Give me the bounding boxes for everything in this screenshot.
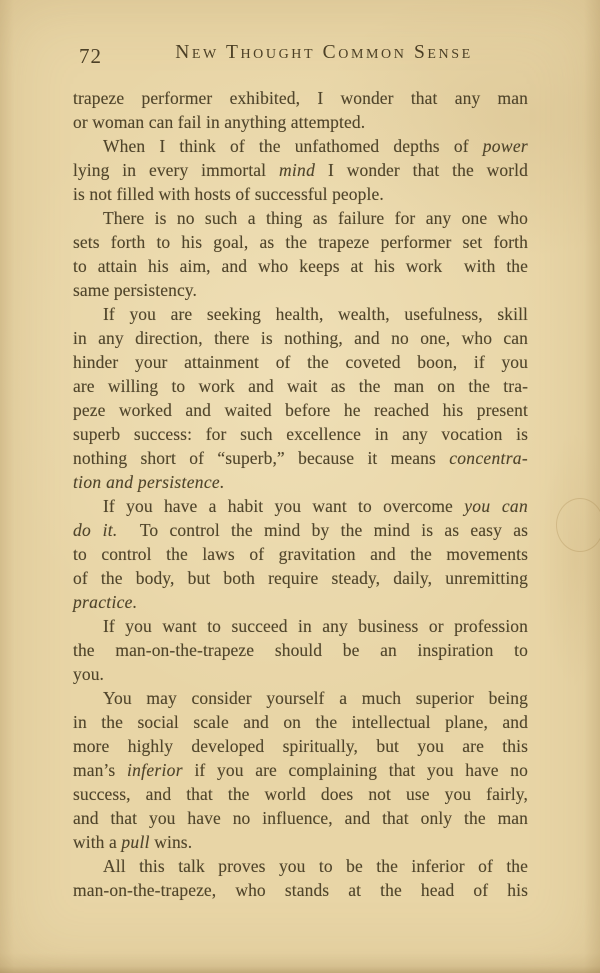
text-segment: When I think of the unfathomed depths of [103,136,483,156]
text-line [73,710,528,734]
text-segment: success, and that the world does not use you fairly, [73,784,528,804]
text-segment: I wonder that the world [315,160,528,180]
italic-text-segment: mind [278,160,316,180]
text-segment: man’s [73,760,127,780]
page-body [73,86,528,902]
text-segment: If you want to succeed in any business or profession [103,616,528,636]
italic-text-segment: concentra- [449,448,528,468]
text-line [73,854,528,878]
text-segment: hinder your attainment of the coveted boon, if you [73,352,528,372]
text-segment: There is no such a thing as failure for any one who [103,208,528,228]
text-segment: nothing short of “superb,” because it means [73,448,450,468]
text-line [73,326,528,350]
italic-text-segment: practice. [73,592,138,612]
text-segment: If you have a habit you want to overcome [103,496,465,516]
text-line [73,302,528,326]
text-line [73,398,528,422]
text-segment: and that you have no influence, and that only the man [73,808,528,828]
text-line [73,638,528,662]
text-line [73,734,528,758]
text-segment: wins. [149,832,193,852]
text-segment: If you are seeking health, wealth, usefulness, skill [103,304,528,324]
italic-text-segment: pull [121,832,150,852]
text-segment: sets forth to his goal, as the trapeze performer set forth [73,232,528,252]
text-segment: in the social scale and on the intellectual plane, and [73,712,528,732]
text-line [73,446,528,470]
paper-watermark [556,498,600,552]
text-line [73,878,528,902]
text-segment: lying in every immortal [73,160,279,180]
italic-text-segment: inferior [126,760,183,780]
text-line [73,86,528,110]
text-line [73,662,528,686]
text-segment: peze worked and waited before he reached his present [73,400,528,420]
text-line [73,158,528,182]
text-segment: are willing to work and wait as the man on the tra- [73,376,528,396]
text-segment: of the body, but both require steady, daily, unremitting [73,568,528,588]
text-segment: trapeze performer exhibited, I wonder that any man [73,88,528,108]
text-segment: you. [73,664,105,684]
text-segment: superb success: for such excellence in any vocation is [73,424,528,444]
text-line [73,494,528,518]
text-line [73,182,528,206]
running-header-title: New Thought Common Sense [175,42,473,63]
text-segment: or woman can fail in anything attempted. [73,112,366,132]
text-segment: All this talk proves you to be the inferior of the [103,856,528,876]
text-line [73,134,528,158]
text-segment: man-on-the-trapeze, who stands at the head of his [73,880,528,900]
text-line [73,110,528,134]
italic-text-segment: tion and persistence. [73,472,225,492]
text-line [73,614,528,638]
text-segment: in any direction, there is nothing, and no one, who can [73,328,528,348]
text-line [73,422,528,446]
text-line [73,566,528,590]
italic-text-segment: you can [464,496,529,516]
text-line [73,590,528,614]
text-segment: same persistency. [73,280,197,300]
italic-text-segment: power [482,136,528,156]
text-segment: more highly developed spiritually, but you are this [73,736,528,756]
text-line [73,278,528,302]
page-header [0,42,600,76]
text-segment: the man-on-the-trapeze should be an inspiration to [73,640,528,660]
text-line [73,350,528,374]
text-segment: with a [73,832,122,852]
text-line [73,542,528,566]
text-line [73,470,528,494]
text-segment: to control the laws of gravitation and the movements [73,544,528,564]
italic-text-segment: do it. [73,520,118,540]
text-line [73,686,528,710]
text-segment: To control the mind by the mind is as easy as [117,520,528,540]
text-line [73,782,528,806]
text-segment: if you are complaining that you have no [182,760,528,780]
text-line [73,230,528,254]
text-line [73,254,528,278]
text-line [73,830,528,854]
text-line [73,374,528,398]
text-segment: You may consider yourself a much superior being [103,688,528,708]
text-line [73,518,528,542]
paper-stain [540,430,600,690]
text-line [73,206,528,230]
page-number: 72 [79,44,102,68]
text-line [73,758,528,782]
text-line [73,806,528,830]
text-segment: to attain his aim, and who keeps at his work with the [73,256,528,276]
text-segment: is not filled with hosts of successful people. [73,184,384,204]
